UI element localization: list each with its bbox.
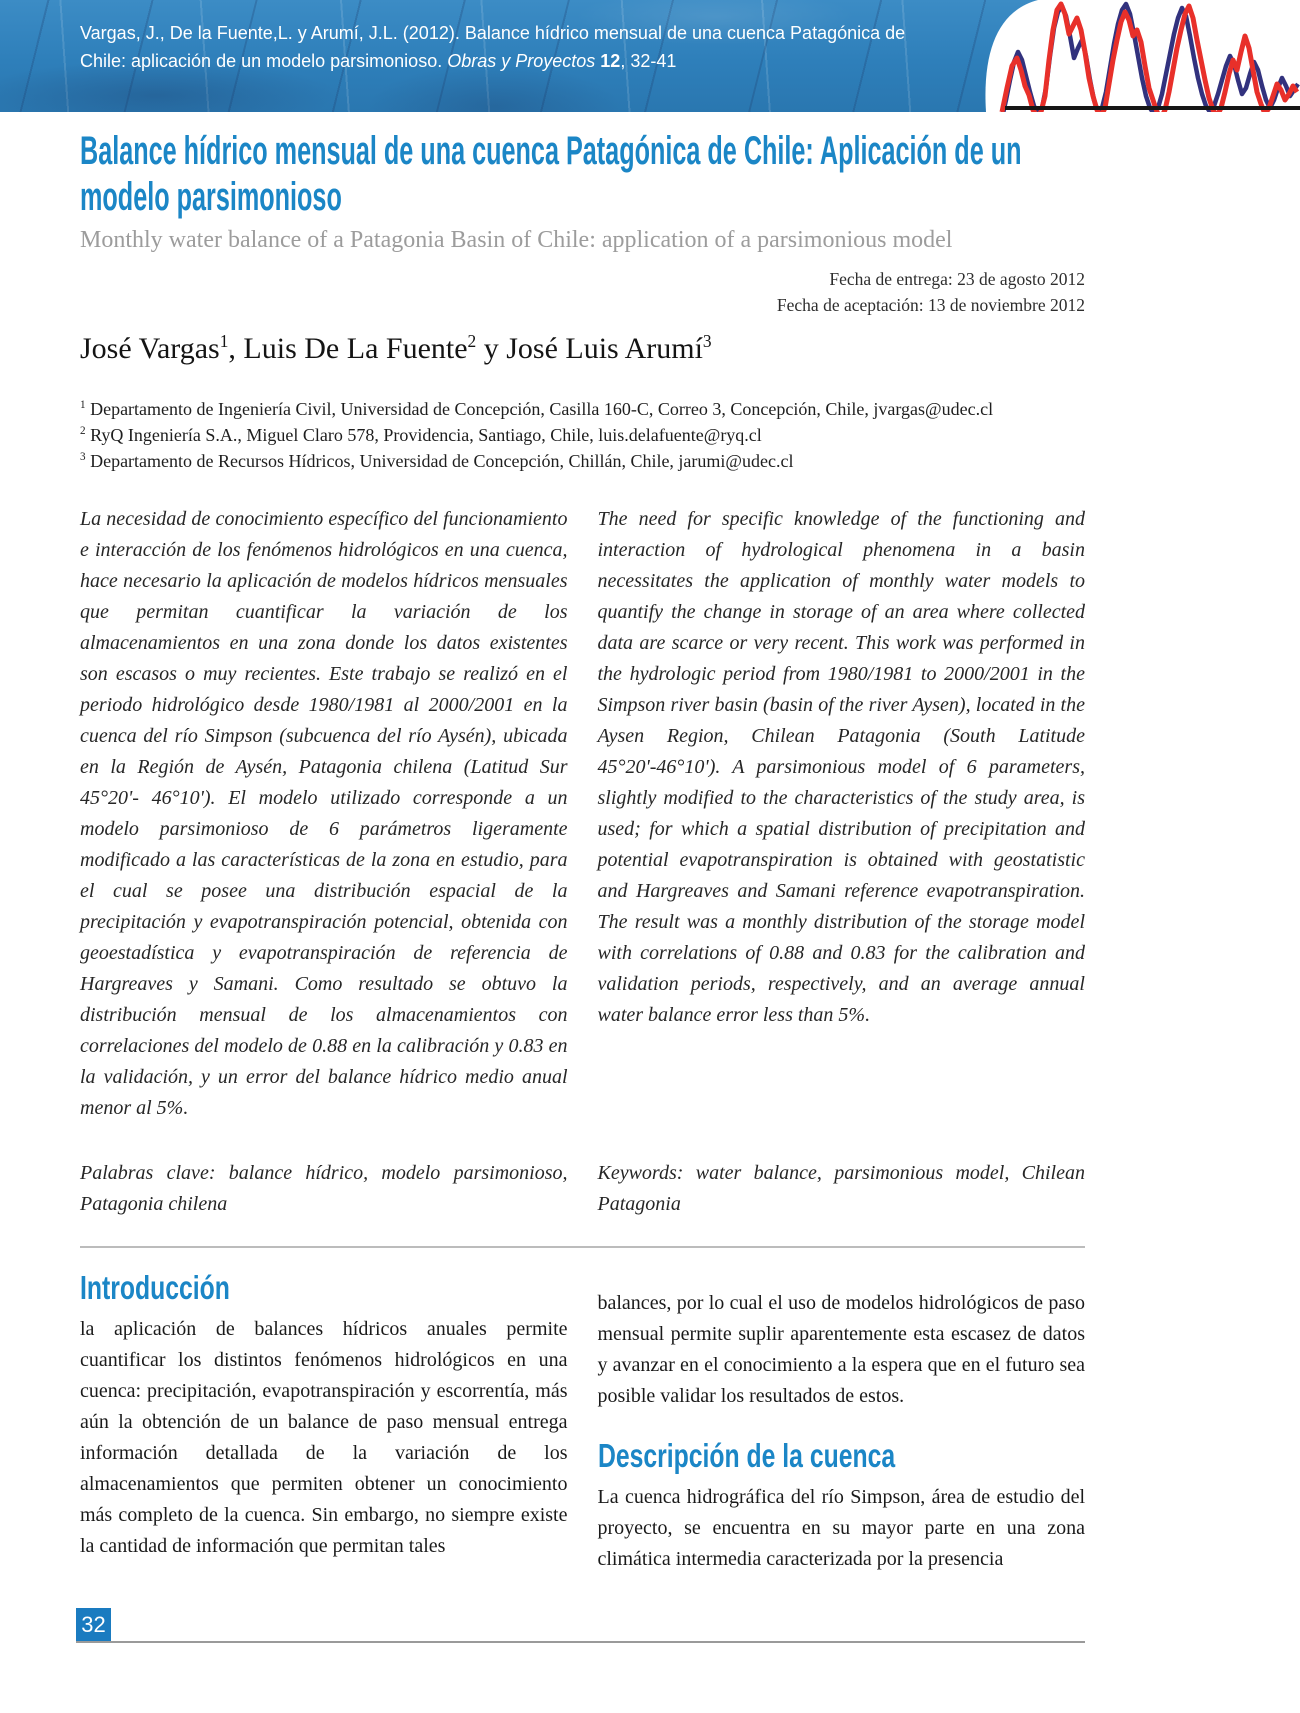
article-title: Balance hídrico mensual de una cuenca Patagónica de Chile: Aplicación de un modelo parsimonioso — [80, 129, 1022, 219]
intro-paragraph-continued: balances, por lo cual el uso de modelos hidrológicos de paso mensual permite suplir aparentemente esta escasez de datos y avanzar en el conocimiento a la espera que en el futuro sea posible validar los resultados de estos. — [597, 1292, 1085, 1408]
affiliation-sup: 2 — [80, 425, 86, 438]
affiliation-line — [80, 448, 1085, 474]
intro-heading: Introducción — [80, 1269, 230, 1307]
section-divider — [80, 1246, 1085, 1248]
author-name: Luis De La Fuente — [243, 332, 468, 366]
affiliation-line — [80, 396, 1085, 422]
citation-journal: Obras y Proyectos — [447, 50, 601, 71]
affiliations-block — [80, 396, 1085, 474]
basin-heading: Descripción de la cuenca — [597, 1437, 895, 1475]
affiliation-text: Departamento de Recursos Hídricos, Universidad de Concepción, Chillán, Chile, jarumi@udec.cl — [85, 451, 794, 472]
journal-banner — [0, 0, 1300, 112]
page-content — [0, 128, 1300, 1575]
article-subtitle-en: Monthly water balance of a Patagonia Basin of Chile: application of a parsimonious model — [80, 227, 953, 253]
author-name: José Vargas — [80, 332, 220, 366]
affiliation-sup: 3 — [80, 451, 86, 464]
basin-paragraph: La cuenca hidrográfica del río Simpson, área de estudio del proyecto, se encuentra en su mayor parte en una zona climática intermedia caracterizada por la presencia — [597, 1485, 1085, 1570]
introduction-section — [80, 1256, 1085, 1575]
citation — [80, 20, 935, 76]
author-affiliation-sup: 1 — [219, 331, 229, 352]
author-separator: , — [228, 332, 244, 366]
abstract-en: The need for specific knowledge of the functioning and interaction of hydrological phenomena in a basin necessitates the application of monthly water models to quantify the change in storage of an area where collected data are scarce or very recent. This work was performed in the hydrologic period from 1980/1981 to 2000/2001 in the Simpson river basin (basin of the river Aysen), located in the Aysen Region, Chilean Patagonia (South Latitude 45°20'-46°10'). A parsimonious model of 6 parameters, slightly modified to the characteristics of the study area, is used; for which a spatial distribution of precipitation and potential evapotranspiration is obtained with geostatistic and Hargreaves and Samani reference evapotranspiration. The result was a monthly distribution of the storage model with correlations of 0.88 and 0.83 for the calibration and validation periods, respectively, and an average annual water balance error less than 5%. — [597, 508, 1085, 1027]
date-received: Fecha de entrega: 23 de agosto 2012 — [829, 268, 1085, 289]
author-separator: y — [476, 332, 507, 366]
page-number-badge — [76, 1608, 111, 1641]
affiliation-line — [80, 422, 1085, 448]
intro-right-column — [598, 1256, 1086, 1575]
citation-text: Vargas, J., De la Fuente,L. y Arumí, J.L. (2012). Balance hídrico mensual de una cuenca Patagónica de Chile: aplicación de un modelo parsimonioso. — [80, 23, 906, 71]
affiliation-text: RyQ Ingeniería S.A., Miguel Claro 578, Providencia, Santiago, Chile, luis.delafuente@ryq.cl — [85, 425, 762, 446]
abstract-spanish-column — [80, 504, 568, 1220]
affiliation-sup: 1 — [80, 399, 86, 412]
author-affiliation-sup: 2 — [467, 331, 477, 352]
author-line — [80, 328, 1085, 370]
citation-issue: 12 — [600, 50, 621, 71]
abstract-section — [80, 504, 1085, 1220]
hydrograph-banner-chart-icon — [980, 0, 1300, 112]
page-number: 32 — [81, 1611, 106, 1637]
intro-left-column — [80, 1256, 568, 1575]
submission-dates — [80, 266, 1085, 319]
keywords-es: Palabras clave: balance hídrico, modelo parsimonioso, Patagonia chilena — [80, 1162, 568, 1216]
affiliation-text: Departamento de Ingeniería Civil, Universidad de Concepción, Casilla 160-C, Correo 3, Concepción, Chile, jvargas@udec.cl — [85, 399, 994, 420]
author-name: José Luis Arumí — [506, 332, 703, 366]
author-affiliation-sup: 3 — [702, 331, 712, 352]
page-footer — [76, 1607, 1085, 1643]
intro-paragraph: la aplicación de balances hídricos anuales permite cuantificar los distintos fenómenos hidrológicos en una cuenca: precipitación, evapotranspiración y escorrentía, más aún la obtención de un balance de paso mensual entrega información detallada de la variación de los almacenamientos que permiten obtener un conocimiento más completo de la cuenca. Sin embargo, no siempre existe la cantidad de información que permitan tales — [80, 1317, 568, 1557]
keywords-en: Keywords: water balance, parsimonious model, Chilean Patagonia — [597, 1162, 1085, 1216]
citation-pages: , 32-41 — [620, 50, 677, 71]
abstract-es: La necesidad de conocimiento específico del funcionamiento e interacción de los fenómenos hidrológicos en una cuenca, hace necesario la aplicación de modelos hídricos mensuales que permitan cuantificar la variación de los almacenamientos en una zona donde los datos existentes son escasos o muy recientes. Este trabajo se realizó en el periodo hidrológico desde 1980/1981 al 2000/2001 en la cuenca del río Simpson (subcuenca del río Aysén), ubicada en la Región de Aysén, Patagonia chilena (Latitud Sur 45°20'- 46°10'). El modelo utilizado corresponde a un modelo parsimonioso de 6 parámetros ligeramente modificado a las características de la zona en estudio, para el cual se posee una distribución espacial de la precipitación y evapotranspiración potencial, obtenida con geoestadística y evapotranspiración de referencia de Hargreaves y Samani. Como resultado se obtuvo la distribución mensual de los almacenamientos con correlaciones del modelo de 0.88 en la calibración y 0.83 en la validación, y un error del balance hídrico medio anual menor al 5%. — [80, 508, 568, 1120]
date-accepted: Fecha de aceptación: 13 de noviembre 2012 — [776, 294, 1085, 315]
abstract-english-column — [598, 504, 1086, 1220]
